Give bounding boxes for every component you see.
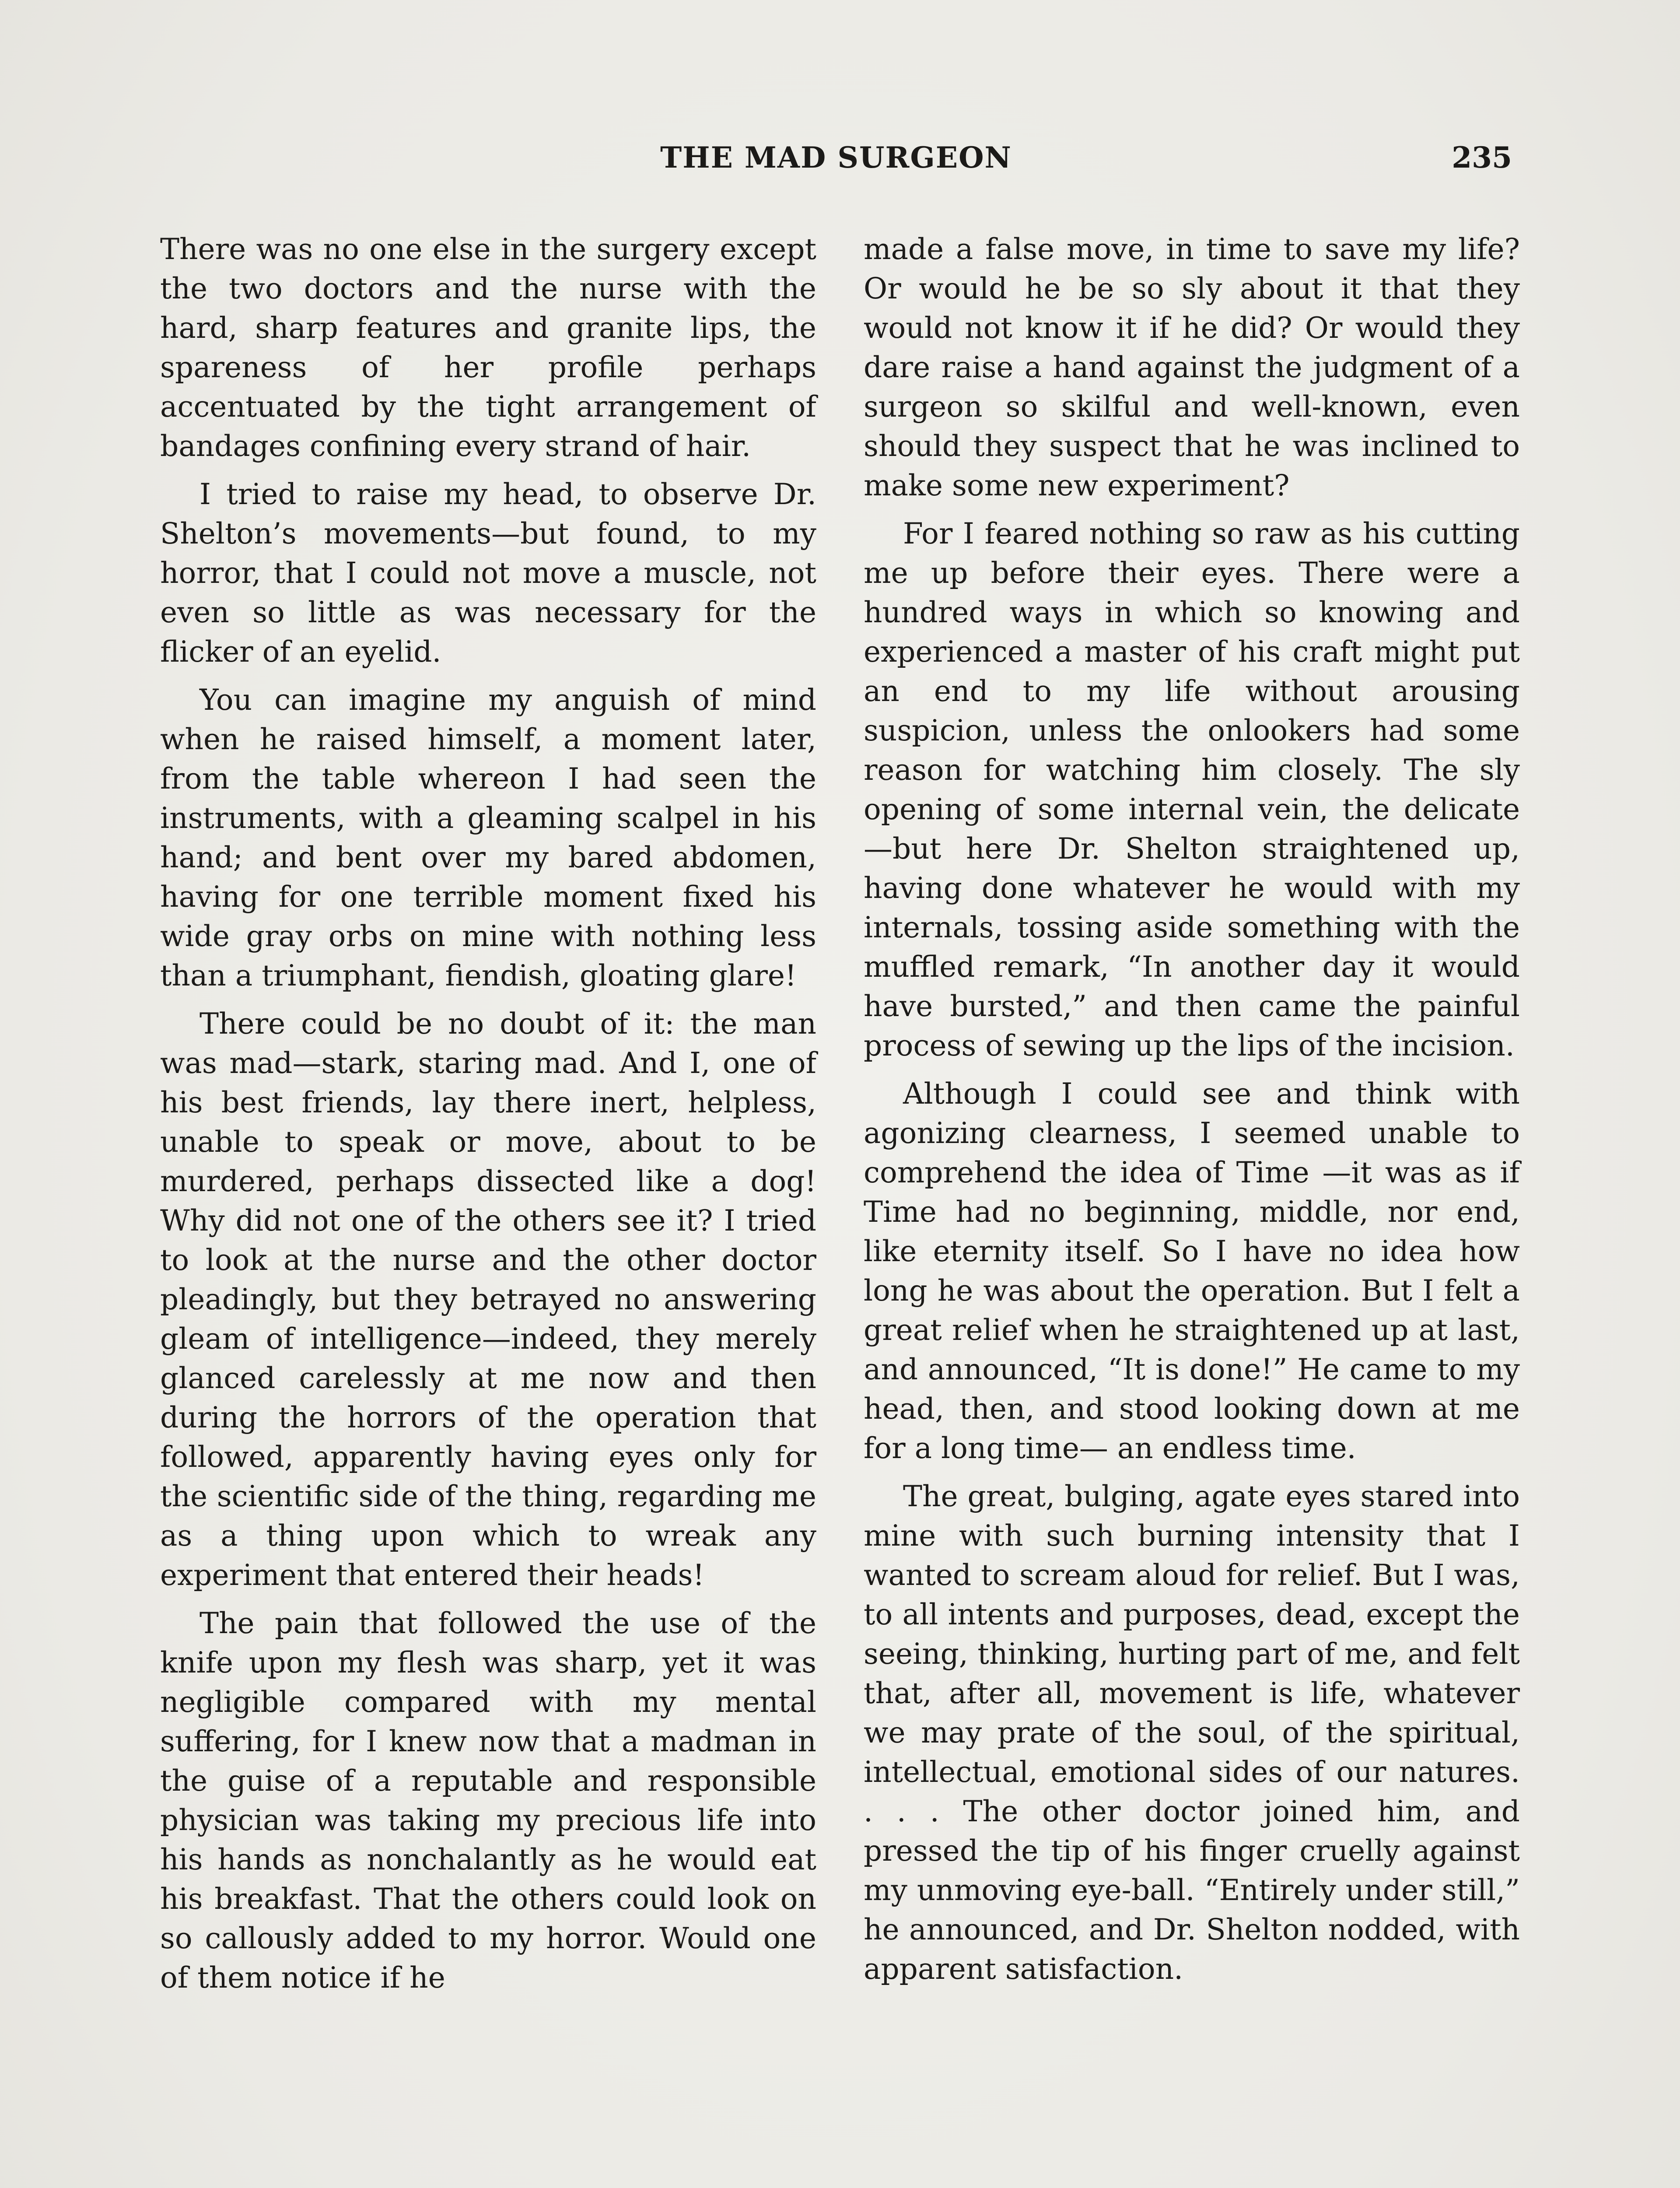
right-paragraph-4: The great, bulging, agate eyes stared into mine with such burning intensity that I wanted to scream aloud for relief. But I was, to all intents and purposes, dead, except the seeing, thinking, hurting part of me, and felt that, after all, movement is life, whatever we may prate of the soul, of the spiritual, intellectual, emotional sides of our natures. . . . The other doctor joined him, and pressed the tip of his finger cruelly against my unmoving eye-ball. “Entirely under still,” he announced, and Dr. Shelton nodded, with apparent satisfaction. bbox=[864, 1480, 1520, 1986]
running-head bbox=[160, 131, 1512, 184]
left-paragraph-3: You can imagine my anguish of mind when he raised himself, a moment later, from the table whereon I had seen the instruments, with a gleaming scalpel in his hand; and bent over my bared abdomen, having for one terrible moment fixed his wide gray orbs on mine with nothing less than a triumphant, fiendish, gloating glare! bbox=[160, 683, 816, 992]
right-paragraph-2: For I feared nothing so raw as his cutting me up before their eyes. There were a hundred ways in which so knowing and experienced a master of his craft might put an end to my life without arousing suspicion, unless the onlookers had some reason for watching him closely. The sly opening of some internal vein, the delicate —but here Dr. Shelton straightened up, having done whatever he would with my internals, tossing aside something with the muffled remark, “In another day it would have bursted,” and then came the painful process of sewing up the lips of the incision. bbox=[864, 517, 1520, 1062]
running-title: THE MAD SURGEON bbox=[660, 140, 1012, 175]
left-paragraph-4: There could be no doubt of it: the man was mad—stark, staring mad. And I, one of his best friends, lay there inert, helpless, unable to speak or move, about to be murdered, perhaps dissected like a dog! Why did not one of the others see it? I tried to look at the nurse and the other doctor pleadingly, but they betrayed no answering gleam of intelligence—indeed, they merely glanced carelessly at me now and then during the horrors of the operation that followed, apparently having eyes only for the scientific side of the thing, regarding me as a thing upon which to wreak any experiment that entered their heads! bbox=[160, 1007, 816, 1592]
right-paragraph-3: Although I could see and think with agonizing clearness, I seemed unable to comprehend the idea of Time —it was as if Time had no beginning, middle, nor end, like eternity itself. So I have no idea how long he was about the operation. But I felt a great relief when he straightened up at last, and announced, “It is done!” He came to my head, then, and stood looking down at me for a long time— an endless time. bbox=[864, 1077, 1520, 1465]
left-column bbox=[160, 230, 816, 2006]
left-paragraph-2: I tried to raise my head, to observe Dr. Shelton’s movements—but found, to my horror, that I could not move a muscle, not even so little as was necessary for the flicker of an eyelid. bbox=[160, 477, 816, 669]
page-number: 235 bbox=[1452, 140, 1512, 175]
left-paragraph-1: There was no one else in the surgery except the two doctors and the nurse with the hard, sharp features and granite lips, the spareness of her profile perhaps accentuated by the tight arrangement of bandages confining every strand of hair. bbox=[160, 232, 816, 463]
left-paragraph-5: The pain that followed the use of the knife upon my flesh was sharp, yet it was negligible compared with my mental suffering, for I knew now that a madman in the guise of a reputable and responsible physician was taking my precious life into his hands as nonchalantly as he would eat his breakfast. That the others could look on so callously added to my horror. Would one of them notice if he bbox=[160, 1606, 816, 1995]
right-paragraph-1: made a false move, in time to save my life? Or would he be so sly about it that they would not know it if he did? Or would they dare raise a hand against the judgment of a surgeon so skilful and well-known, even should they suspect that he was inclined to make some new experiment? bbox=[864, 232, 1520, 502]
right-column bbox=[864, 230, 1520, 1998]
